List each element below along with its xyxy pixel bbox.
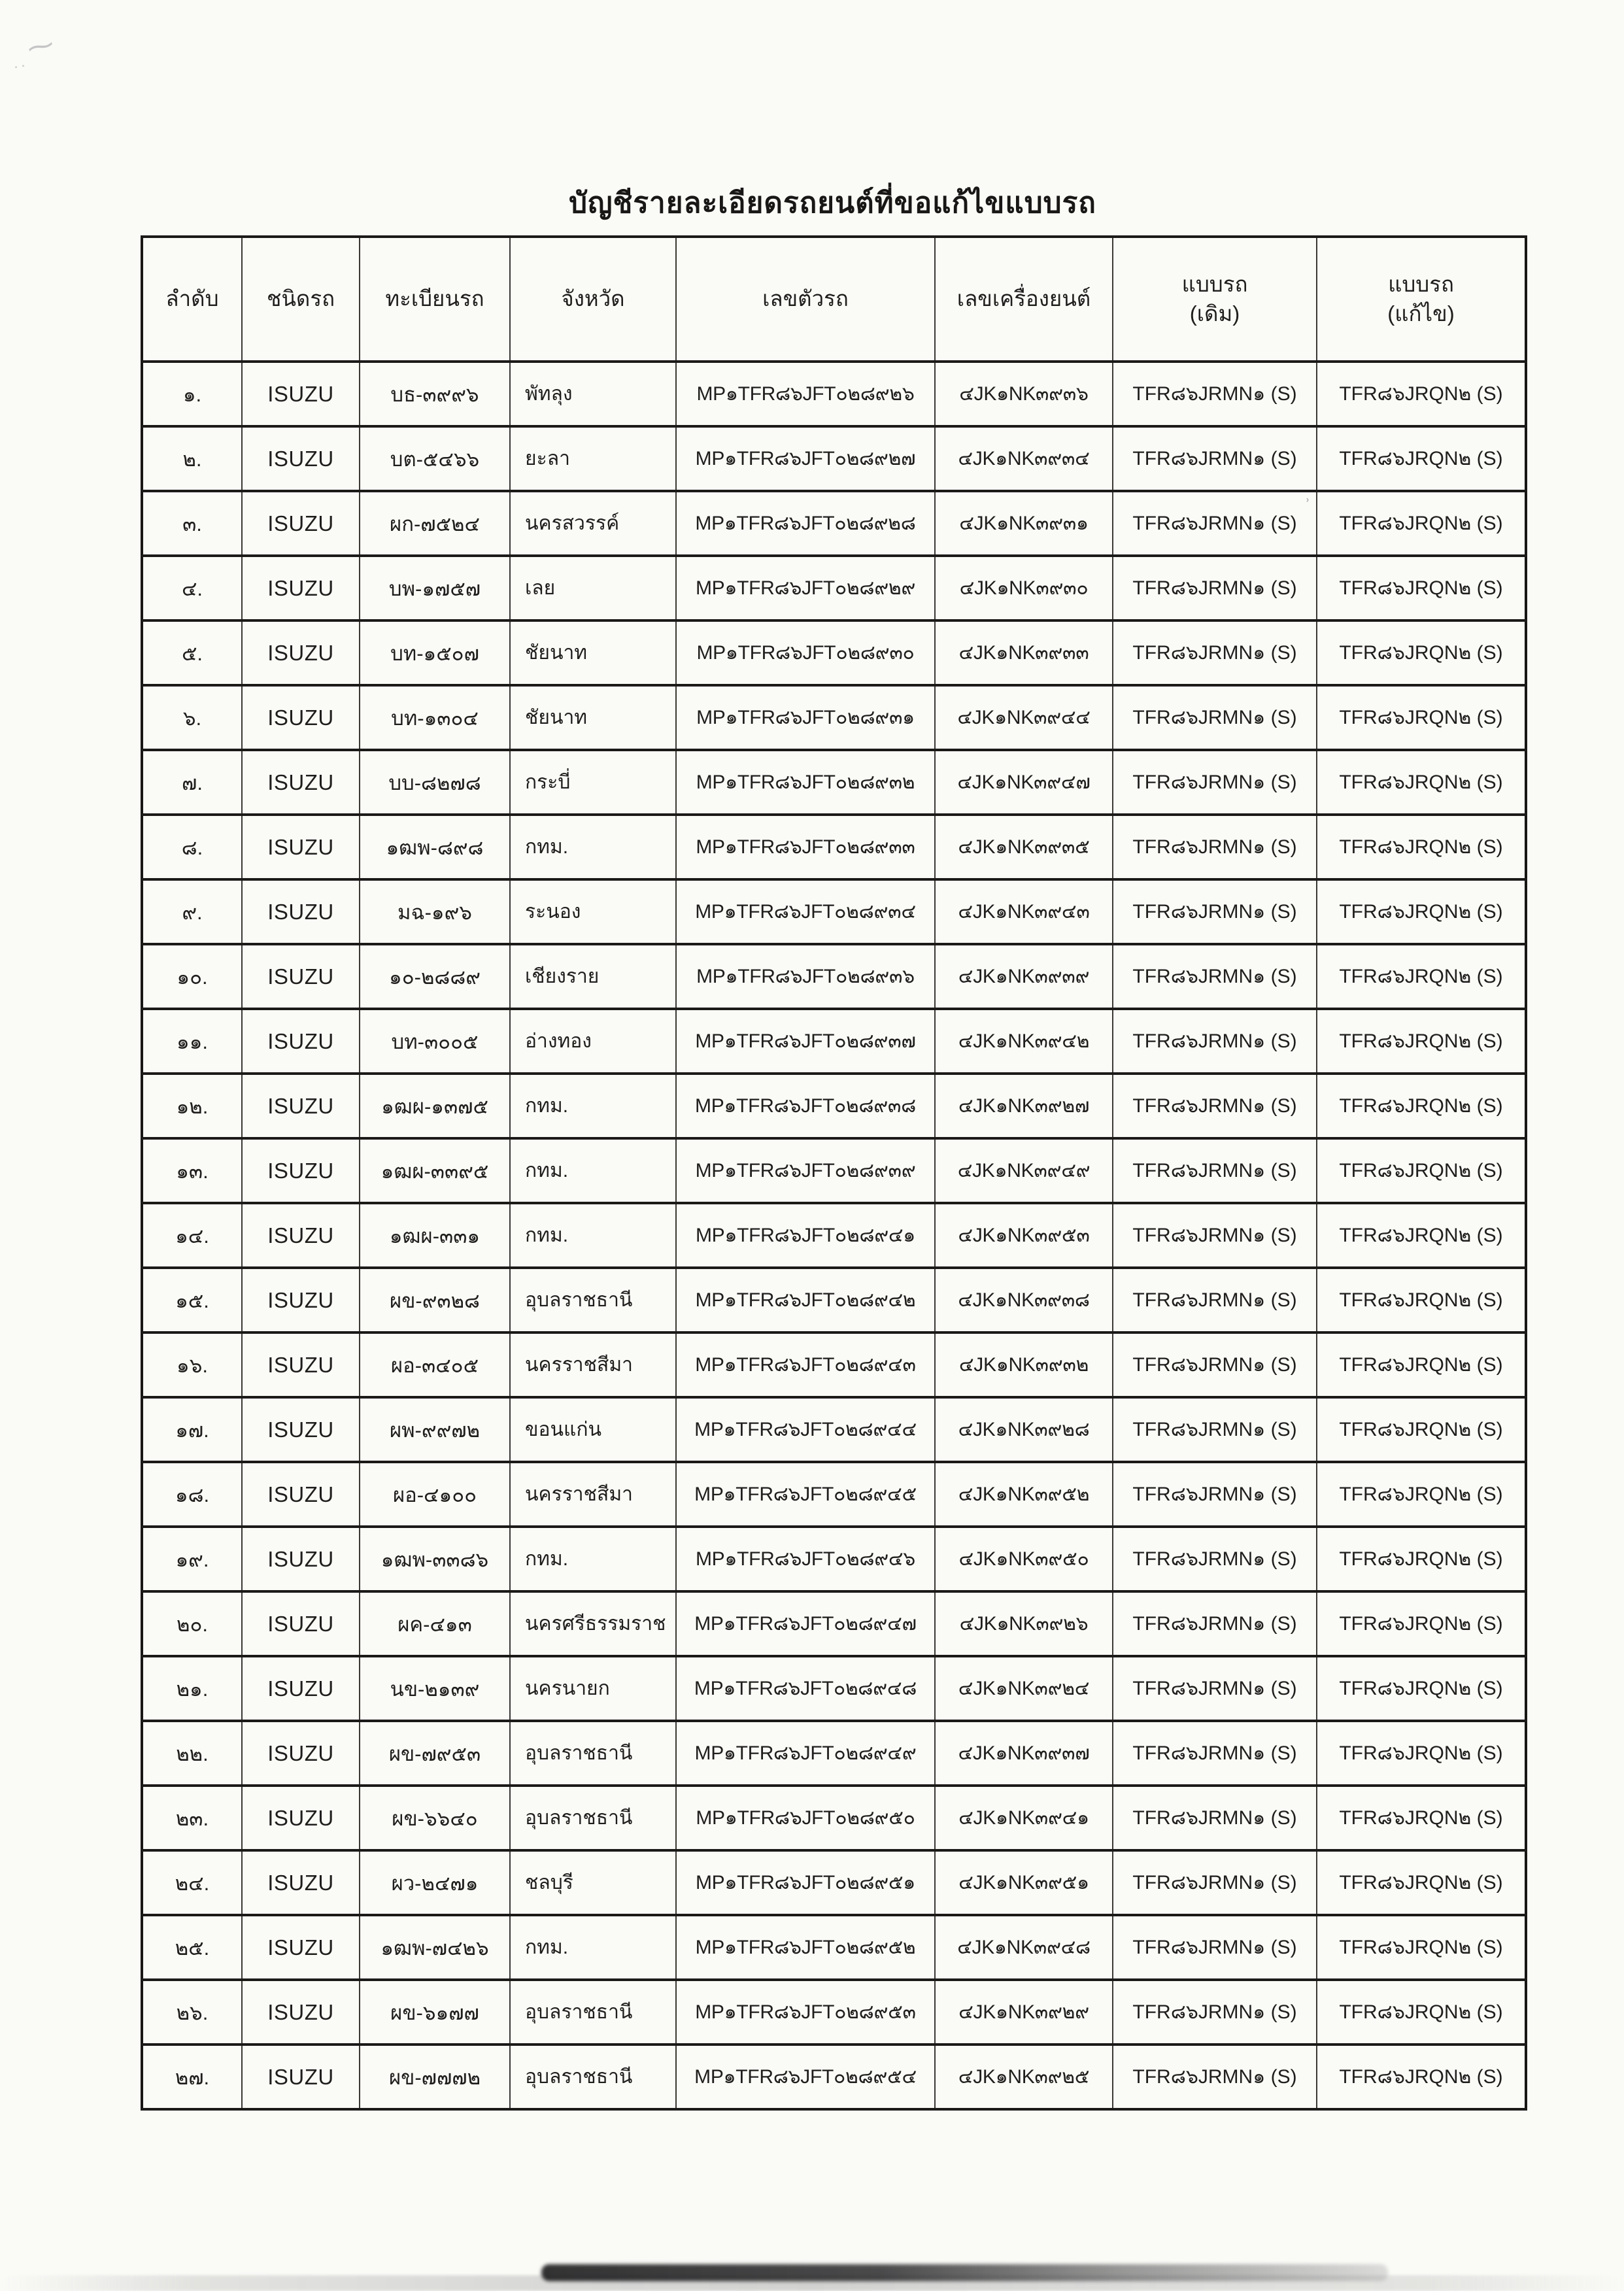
table-row: [142, 620, 1526, 685]
table-row: [142, 1397, 1526, 1462]
cell-plate: บต-๕๔๖๖: [360, 426, 510, 491]
cell-vehicle-type: ISUZU: [242, 1332, 360, 1397]
cell-chassis-number: MP๑TFR๘๖JFT๐๒๘๙๕๓: [676, 1980, 935, 2045]
cell-model-old: TFR๘๖JRMN๑ (S): [1113, 1074, 1317, 1138]
cell-chassis-number: MP๑TFR๘๖JFT๐๒๘๙๕๑: [676, 1850, 935, 1915]
cell-model-new: TFR๘๖JRQN๒ (S): [1317, 1786, 1526, 1850]
cell-province: นครนายก: [510, 1656, 676, 1721]
table-row: [142, 750, 1526, 815]
header-line: เลขเครื่องยนต์: [956, 286, 1091, 311]
cell-province: นครราชสีมา: [510, 1332, 676, 1397]
cell-vehicle-type: ISUZU: [242, 750, 360, 815]
header-line: เลขตัวรถ: [762, 286, 849, 311]
cell-engine-number: ๔JK๑NK๓๙๕๐: [935, 1527, 1113, 1591]
cell-model-new: TFR๘๖JRQN๒ (S): [1317, 2045, 1526, 2109]
cell-vehicle-type: ISUZU: [242, 1786, 360, 1850]
header-model-old: [1113, 237, 1317, 362]
cell-chassis-number: MP๑TFR๘๖JFT๐๒๘๙๓๓: [676, 815, 935, 879]
cell-seq: ๑๕.: [142, 1268, 242, 1332]
header-line: จังหวัด: [561, 286, 625, 311]
cell-vehicle-type: ISUZU: [242, 556, 360, 620]
cell-chassis-number: MP๑TFR๘๖JFT๐๒๘๙๓๐: [676, 620, 935, 685]
cell-model-old: TFR๘๖JRMN๑ (S): [1113, 1721, 1317, 1786]
cell-province: ชัยนาท: [510, 620, 676, 685]
cell-seq: ๑๑.: [142, 1009, 242, 1074]
cell-model-old: TFR๘๖JRMN๑ (S): [1113, 815, 1317, 879]
cell-province: กทม.: [510, 1138, 676, 1203]
cell-engine-number: ๔JK๑NK๓๙๕๒: [935, 1462, 1113, 1527]
cell-model-old: TFR๘๖JRMN๑ (S): [1113, 1980, 1317, 2045]
cell-model-old: TFR๘๖JRMN๑ (S): [1113, 1591, 1317, 1656]
cell-engine-number: ๔JK๑NK๓๙๓๐: [935, 556, 1113, 620]
cell-chassis-number: MP๑TFR๘๖JFT๐๒๘๙๔๒: [676, 1268, 935, 1332]
cell-model-old: TFR๘๖JRMN๑ (S): [1113, 2045, 1317, 2109]
cell-seq: ๑๓.: [142, 1138, 242, 1203]
header-model-new: [1317, 237, 1526, 362]
cell-model-old: TFR๘๖JRMN๑ (S): [1113, 1656, 1317, 1721]
cell-model-new: TFR๘๖JRQN๒ (S): [1317, 556, 1526, 620]
cell-engine-number: ๔JK๑NK๓๙๓๗: [935, 1721, 1113, 1786]
table-row: [142, 1268, 1526, 1332]
cell-province: ชัยนาท: [510, 685, 676, 750]
cell-vehicle-type: ISUZU: [242, 1721, 360, 1786]
table-header: [142, 237, 1526, 362]
cell-chassis-number: MP๑TFR๘๖JFT๐๒๘๙๔๙: [676, 1721, 935, 1786]
header-line: ชนิดรถ: [266, 286, 335, 311]
table-row: [142, 1786, 1526, 1850]
cell-seq: ๒๔.: [142, 1850, 242, 1915]
table-row: [142, 362, 1526, 426]
cell-chassis-number: MP๑TFR๘๖JFT๐๒๘๙๔๗: [676, 1591, 935, 1656]
table-row: [142, 1138, 1526, 1203]
cell-province: อุบลราชธานี: [510, 1721, 676, 1786]
cell-model-new: TFR๘๖JRQN๒ (S): [1317, 1332, 1526, 1397]
cell-chassis-number: MP๑TFR๘๖JFT๐๒๘๙๓๖: [676, 944, 935, 1009]
header-seq: [142, 237, 242, 362]
cell-chassis-number: MP๑TFR๘๖JFT๐๒๘๙๒๗: [676, 426, 935, 491]
cell-model-old: TFR๘๖JRMN๑ (S): [1113, 1332, 1317, 1397]
cell-model-old: TFR๘๖JRMN๑ (S): [1113, 620, 1317, 685]
cell-chassis-number: MP๑TFR๘๖JFT๐๒๘๙๓๑: [676, 685, 935, 750]
cell-plate: ๑ฒผ-๓๓๙๕: [360, 1138, 510, 1203]
header-province: [510, 237, 676, 362]
cell-model-new: TFR๘๖JRQN๒ (S): [1317, 1656, 1526, 1721]
cell-engine-number: ๔JK๑NK๓๙๓๘: [935, 1268, 1113, 1332]
cell-model-new: TFR๘๖JRQN๒ (S): [1317, 1527, 1526, 1591]
cell-chassis-number: MP๑TFR๘๖JFT๐๒๘๙๒๘: [676, 491, 935, 556]
cell-model-new: TFR๘๖JRQN๒ (S): [1317, 1915, 1526, 1980]
cell-model-new: TFR๘๖JRQN๒ (S): [1317, 1203, 1526, 1268]
cell-vehicle-type: ISUZU: [242, 491, 360, 556]
cell-vehicle-type: ISUZU: [242, 815, 360, 879]
cell-vehicle-type: ISUZU: [242, 1203, 360, 1268]
cell-engine-number: ๔JK๑NK๓๙๓๒: [935, 1332, 1113, 1397]
cell-province: พัทลุง: [510, 362, 676, 426]
cell-model-new: TFR๘๖JRQN๒ (S): [1317, 879, 1526, 944]
cell-vehicle-type: ISUZU: [242, 426, 360, 491]
header-line: แบบรถ: [1181, 271, 1248, 296]
header-chassis-number: [676, 237, 935, 362]
cell-seq: ๑.: [142, 362, 242, 426]
cell-seq: ๒๑.: [142, 1656, 242, 1721]
cell-province: นครศรีธรรมราช: [510, 1591, 676, 1656]
table-row: [142, 1656, 1526, 1721]
header-line: (เดิม): [1189, 301, 1240, 326]
cell-plate: ๑ฒพ-๗๔๒๖: [360, 1915, 510, 1980]
cell-model-new: TFR๘๖JRQN๒ (S): [1317, 1397, 1526, 1462]
cell-vehicle-type: ISUZU: [242, 362, 360, 426]
cell-plate: บท-๑๕๐๗: [360, 620, 510, 685]
cell-plate: ผอ-๔๑๐๐: [360, 1462, 510, 1527]
cell-vehicle-type: ISUZU: [242, 685, 360, 750]
cell-plate: บบ-๘๒๗๘: [360, 750, 510, 815]
header-line: ลำดับ: [165, 286, 219, 311]
cell-vehicle-type: ISUZU: [242, 879, 360, 944]
cell-seq: ๑๒.: [142, 1074, 242, 1138]
cell-engine-number: ๔JK๑NK๓๙๓๖: [935, 362, 1113, 426]
cell-plate: ผว-๒๔๗๑: [360, 1850, 510, 1915]
cell-chassis-number: MP๑TFR๘๖JFT๐๒๘๙๓๘: [676, 1074, 935, 1138]
cell-engine-number: ๔JK๑NK๓๙๔๘: [935, 1915, 1113, 1980]
cell-seq: ๑๐.: [142, 944, 242, 1009]
cell-seq: ๑๖.: [142, 1332, 242, 1397]
cell-engine-number: ๔JK๑NK๓๙๒๙: [935, 1980, 1113, 2045]
table-row: [142, 879, 1526, 944]
cell-seq: ๘.: [142, 815, 242, 879]
cell-engine-number: ๔JK๑NK๓๙๒๗: [935, 1074, 1113, 1138]
cell-model-new: TFR๘๖JRQN๒ (S): [1317, 1850, 1526, 1915]
cell-model-new: TFR๘๖JRQN๒ (S): [1317, 362, 1526, 426]
cell-chassis-number: MP๑TFR๘๖JFT๐๒๘๙๔๖: [676, 1527, 935, 1591]
cell-province: กทม.: [510, 1074, 676, 1138]
cell-seq: ๓.: [142, 491, 242, 556]
cell-plate: บท-๓๐๐๕: [360, 1009, 510, 1074]
cell-chassis-number: MP๑TFR๘๖JFT๐๒๘๙๕๐: [676, 1786, 935, 1850]
cell-chassis-number: MP๑TFR๘๖JFT๐๒๘๙๔๔: [676, 1397, 935, 1462]
cell-model-old: TFR๘๖JRMN๑ (S): [1113, 879, 1317, 944]
header-line: (แก้ไข): [1387, 301, 1455, 326]
cell-model-old: TFR๘๖JRMN๑ (S): [1113, 944, 1317, 1009]
cell-plate: ผก-๗๕๒๔: [360, 491, 510, 556]
cell-chassis-number: MP๑TFR๘๖JFT๐๒๘๙๓๗: [676, 1009, 935, 1074]
cell-seq: ๒.: [142, 426, 242, 491]
cell-engine-number: ๔JK๑NK๓๙๒๘: [935, 1397, 1113, 1462]
cell-model-new: TFR๘๖JRQN๒ (S): [1317, 1721, 1526, 1786]
page-title: บัญชีรายละเอียดรถยนต์ที่ขอแก้ไขแบบรถ: [569, 187, 1096, 220]
cell-seq: ๖.: [142, 685, 242, 750]
cell-model-old: TFR๘๖JRMN๑ (S): [1113, 426, 1317, 491]
cell-plate: บธ-๓๙๙๖: [360, 362, 510, 426]
cell-plate: นข-๒๑๓๙: [360, 1656, 510, 1721]
cell-province: ขอนแก่น: [510, 1397, 676, 1462]
header-engine-number: [935, 237, 1113, 362]
vehicle-detail-table: [141, 235, 1527, 2111]
cell-plate: ผข-๗๗๗๒: [360, 2045, 510, 2109]
cell-province: เชียงราย: [510, 944, 676, 1009]
cell-engine-number: ๔JK๑NK๓๙๒๕: [935, 2045, 1113, 2109]
cell-model-old: TFR๘๖JRMN๑ (S): [1113, 1462, 1317, 1527]
header-line: ทะเบียนรถ: [385, 286, 484, 311]
cell-plate: ผข-๗๙๕๓: [360, 1721, 510, 1786]
cell-chassis-number: MP๑TFR๘๖JFT๐๒๘๙๔๑: [676, 1203, 935, 1268]
cell-model-new: TFR๘๖JRQN๒ (S): [1317, 1009, 1526, 1074]
cell-model-old: TFR๘๖JRMN๑ (S): [1113, 1915, 1317, 1980]
cell-model-old: TFR๘๖JRMN๑ (S): [1113, 362, 1317, 426]
cell-province: ระนอง: [510, 879, 676, 944]
cell-model-old: TFR๘๖JRMN๑ (S): [1113, 1397, 1317, 1462]
table-row: [142, 1850, 1526, 1915]
header-line: แบบรถ: [1388, 271, 1454, 296]
cell-seq: ๒๕.: [142, 1915, 242, 1980]
cell-model-old: TFR๘๖JRMN๑ (S): [1113, 491, 1317, 556]
cell-vehicle-type: ISUZU: [242, 1980, 360, 2045]
cell-vehicle-type: ISUZU: [242, 1656, 360, 1721]
table-row: [142, 1203, 1526, 1268]
cell-engine-number: ๔JK๑NK๓๙๓๕: [935, 815, 1113, 879]
pencil-scribble-small: :: [10, 62, 31, 71]
cell-province: นครราชสีมา: [510, 1462, 676, 1527]
table-row: [142, 1462, 1526, 1527]
cell-model-old: TFR๘๖JRMN๑ (S): [1113, 556, 1317, 620]
cell-plate: ผข-๖๑๗๗: [360, 1980, 510, 2045]
cell-model-new: TFR๘๖JRQN๒ (S): [1317, 1591, 1526, 1656]
cell-province: กทม.: [510, 1915, 676, 1980]
cell-vehicle-type: ISUZU: [242, 1138, 360, 1203]
table-header-row: [142, 237, 1526, 362]
cell-plate: ๑ฒพ-๓๓๘๖: [360, 1527, 510, 1591]
cell-vehicle-type: ISUZU: [242, 1527, 360, 1591]
cell-province: นครสวรรค์: [510, 491, 676, 556]
cell-engine-number: ๔JK๑NK๓๙๒๔: [935, 1656, 1113, 1721]
cell-chassis-number: MP๑TFR๘๖JFT๐๒๘๙๔๓: [676, 1332, 935, 1397]
cell-model-old: TFR๘๖JRMN๑ (S): [1113, 1138, 1317, 1203]
cell-engine-number: ๔JK๑NK๓๙๒๖: [935, 1591, 1113, 1656]
cell-model-new: TFR๘๖JRQN๒ (S): [1317, 685, 1526, 750]
cell-seq: ๑๙.: [142, 1527, 242, 1591]
cell-vehicle-type: ISUZU: [242, 1462, 360, 1527]
cell-model-old: TFR๘๖JRMN๑ (S): [1113, 1786, 1317, 1850]
cell-engine-number: ๔JK๑NK๓๙๔๑: [935, 1786, 1113, 1850]
cell-model-new: TFR๘๖JRQN๒ (S): [1317, 1074, 1526, 1138]
cell-vehicle-type: ISUZU: [242, 1591, 360, 1656]
cell-plate: ผอ-๓๔๐๕: [360, 1332, 510, 1397]
cell-plate: บพ-๑๗๕๗: [360, 556, 510, 620]
cell-vehicle-type: ISUZU: [242, 2045, 360, 2109]
cell-vehicle-type: ISUZU: [242, 1268, 360, 1332]
cell-engine-number: ๔JK๑NK๓๙๕๓: [935, 1203, 1113, 1268]
cell-seq: ๑๗.: [142, 1397, 242, 1462]
cell-vehicle-type: ISUZU: [242, 1915, 360, 1980]
cell-seq: ๒๓.: [142, 1786, 242, 1850]
cell-province: อุบลราชธานี: [510, 1268, 676, 1332]
cell-province: อุบลราชธานี: [510, 1980, 676, 2045]
cell-engine-number: ๔JK๑NK๓๙๓๔: [935, 426, 1113, 491]
cell-engine-number: ๔JK๑NK๓๙๓๑: [935, 491, 1113, 556]
ink-dot-artifact: ʾ: [1304, 496, 1311, 517]
table-row: [142, 815, 1526, 879]
cell-model-new: TFR๘๖JRQN๒ (S): [1317, 1980, 1526, 2045]
table-row: [142, 556, 1526, 620]
cell-plate: มฉ-๑๙๖: [360, 879, 510, 944]
cell-engine-number: ๔JK๑NK๓๙๔๒: [935, 1009, 1113, 1074]
cell-plate: ๑ฒผ-๓๓๑: [360, 1203, 510, 1268]
cell-chassis-number: MP๑TFR๘๖JFT๐๒๘๙๔๕: [676, 1462, 935, 1527]
cell-province: อุบลราชธานี: [510, 1786, 676, 1850]
cell-vehicle-type: ISUZU: [242, 1850, 360, 1915]
cell-model-old: TFR๘๖JRMN๑ (S): [1113, 685, 1317, 750]
cell-seq: ๗.: [142, 750, 242, 815]
table-row: [142, 491, 1526, 556]
cell-model-new: TFR๘๖JRQN๒ (S): [1317, 1462, 1526, 1527]
table-row: [142, 1074, 1526, 1138]
table-row: [142, 1980, 1526, 2045]
cell-province: กทม.: [510, 1527, 676, 1591]
cell-province: กทม.: [510, 1203, 676, 1268]
cell-model-old: TFR๘๖JRMN๑ (S): [1113, 750, 1317, 815]
table-row: [142, 1527, 1526, 1591]
table-row: [142, 1591, 1526, 1656]
cell-plate: บท-๑๓๐๔: [360, 685, 510, 750]
cell-chassis-number: MP๑TFR๘๖JFT๐๒๘๙๓๙: [676, 1138, 935, 1203]
cell-province: กระบี่: [510, 750, 676, 815]
cell-model-new: TFR๘๖JRQN๒ (S): [1317, 1268, 1526, 1332]
cell-plate: ๑ฒผ-๑๓๗๕: [360, 1074, 510, 1138]
cell-seq: ๑๘.: [142, 1462, 242, 1527]
cell-plate: ผพ-๙๙๗๒: [360, 1397, 510, 1462]
cell-seq: ๒๐.: [142, 1591, 242, 1656]
scan-shadow-smudge: [541, 2264, 1388, 2281]
table-body: [142, 362, 1526, 2109]
cell-engine-number: ๔JK๑NK๓๙๓๓: [935, 620, 1113, 685]
cell-seq: ๒๖.: [142, 1980, 242, 2045]
cell-province: เลย: [510, 556, 676, 620]
pencil-scribble: ⁓: [24, 29, 57, 63]
cell-chassis-number: MP๑TFR๘๖JFT๐๒๘๙๔๘: [676, 1656, 935, 1721]
table-row: [142, 1332, 1526, 1397]
table-row: [142, 1721, 1526, 1786]
table-row: [142, 685, 1526, 750]
cell-plate: ๑ฒพ-๘๙๘: [360, 815, 510, 879]
cell-plate: ๑๐-๒๘๘๙: [360, 944, 510, 1009]
cell-model-old: TFR๘๖JRMN๑ (S): [1113, 1203, 1317, 1268]
cell-plate: ผข-๙๓๒๘: [360, 1268, 510, 1332]
cell-seq: ๔.: [142, 556, 242, 620]
cell-province: ชลบุรี: [510, 1850, 676, 1915]
cell-seq: ๑๔.: [142, 1203, 242, 1268]
cell-seq: ๒๒.: [142, 1721, 242, 1786]
cell-engine-number: ๔JK๑NK๓๙๕๑: [935, 1850, 1113, 1915]
cell-chassis-number: MP๑TFR๘๖JFT๐๒๘๙๕๔: [676, 2045, 935, 2109]
cell-engine-number: ๔JK๑NK๓๙๔๗: [935, 750, 1113, 815]
cell-model-new: TFR๘๖JRQN๒ (S): [1317, 750, 1526, 815]
cell-model-old: TFR๘๖JRMN๑ (S): [1113, 1527, 1317, 1591]
cell-vehicle-type: ISUZU: [242, 1009, 360, 1074]
cell-province: อ่างทอง: [510, 1009, 676, 1074]
cell-model-new: TFR๘๖JRQN๒ (S): [1317, 815, 1526, 879]
cell-plate: ผค-๔๑๓: [360, 1591, 510, 1656]
cell-model-old: TFR๘๖JRMN๑ (S): [1113, 1268, 1317, 1332]
table-row: [142, 1915, 1526, 1980]
cell-plate: ผข-๖๖๔๐: [360, 1786, 510, 1850]
cell-chassis-number: MP๑TFR๘๖JFT๐๒๘๙๕๒: [676, 1915, 935, 1980]
cell-vehicle-type: ISUZU: [242, 1397, 360, 1462]
cell-model-new: TFR๘๖JRQN๒ (S): [1317, 1138, 1526, 1203]
cell-model-new: TFR๘๖JRQN๒ (S): [1317, 491, 1526, 556]
cell-province: อุบลราชธานี: [510, 2045, 676, 2109]
cell-chassis-number: MP๑TFR๘๖JFT๐๒๘๙๓๒: [676, 750, 935, 815]
cell-province: ยะลา: [510, 426, 676, 491]
cell-model-old: TFR๘๖JRMN๑ (S): [1113, 1009, 1317, 1074]
cell-model-new: TFR๘๖JRQN๒ (S): [1317, 620, 1526, 685]
cell-vehicle-type: ISUZU: [242, 620, 360, 685]
cell-model-new: TFR๘๖JRQN๒ (S): [1317, 944, 1526, 1009]
cell-vehicle-type: ISUZU: [242, 944, 360, 1009]
cell-engine-number: ๔JK๑NK๓๙๔๓: [935, 879, 1113, 944]
table-row: [142, 2045, 1526, 2109]
cell-seq: ๕.: [142, 620, 242, 685]
header-plate: [360, 237, 510, 362]
cell-engine-number: ๔JK๑NK๓๙๓๙: [935, 944, 1113, 1009]
cell-seq: ๙.: [142, 879, 242, 944]
cell-engine-number: ๔JK๑NK๓๙๔๙: [935, 1138, 1113, 1203]
cell-model-new: TFR๘๖JRQN๒ (S): [1317, 426, 1526, 491]
cell-engine-number: ๔JK๑NK๓๙๔๔: [935, 685, 1113, 750]
cell-province: กทม.: [510, 815, 676, 879]
cell-chassis-number: MP๑TFR๘๖JFT๐๒๘๙๒๖: [676, 362, 935, 426]
header-vehicle-type: [242, 237, 360, 362]
table-row: [142, 944, 1526, 1009]
table-row: [142, 1009, 1526, 1074]
cell-vehicle-type: ISUZU: [242, 1074, 360, 1138]
cell-seq: ๒๗.: [142, 2045, 242, 2109]
cell-chassis-number: MP๑TFR๘๖JFT๐๒๘๙๒๙: [676, 556, 935, 620]
cell-chassis-number: MP๑TFR๘๖JFT๐๒๘๙๓๔: [676, 879, 935, 944]
table-row: [142, 426, 1526, 491]
cell-model-old: TFR๘๖JRMN๑ (S): [1113, 1850, 1317, 1915]
